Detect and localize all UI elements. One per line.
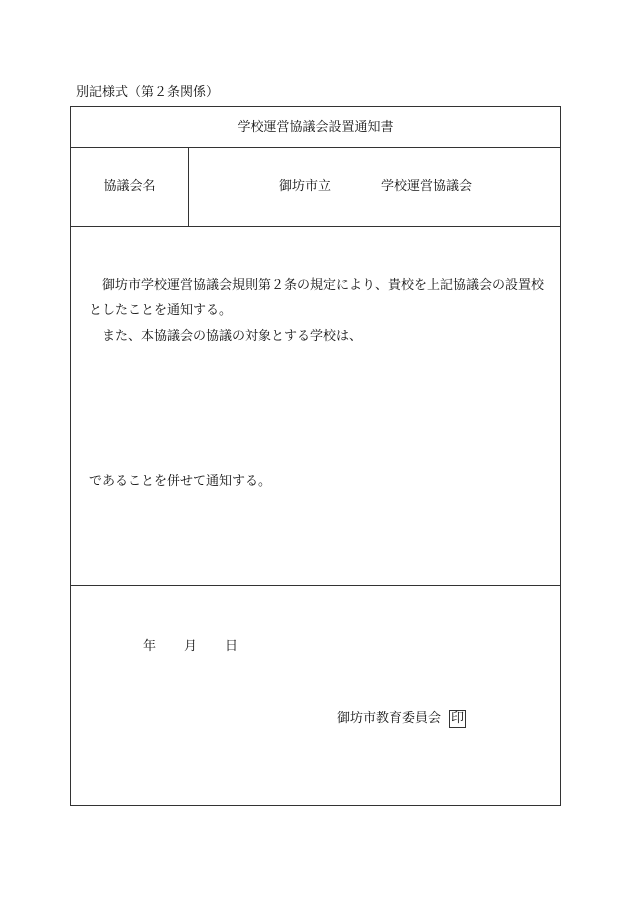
body-line-2: としたことを通知する。 <box>89 303 233 318</box>
name-column-divider <box>188 147 189 226</box>
issuer-line <box>337 710 466 728</box>
date-month: 月 <box>184 639 198 654</box>
seal-mark: 印 <box>451 711 465 726</box>
body-line-1: 御坊市学校運営協議会規則第２条の規定により、貴校を上記協議会の設置校 <box>102 278 545 293</box>
title-divider <box>71 147 560 148</box>
body-line-3: また、本協議会の協議の対象とする学校は、 <box>102 329 363 344</box>
body-line-4: であることを併せて通知する。 <box>89 474 272 489</box>
document-title: 学校運営協議会設置通知書 <box>237 120 394 135</box>
date-year: 年 <box>143 639 157 654</box>
council-name-label: 協議会名 <box>103 179 156 194</box>
issuer-name: 御坊市教育委員会 <box>337 711 442 726</box>
council-name-value <box>279 179 472 195</box>
date-line <box>143 639 238 655</box>
name-row-divider <box>71 226 560 227</box>
notification-form <box>70 106 561 806</box>
council-city-prefix: 御坊市立 <box>279 179 332 194</box>
body-divider <box>71 585 560 586</box>
date-day: 日 <box>225 639 239 654</box>
form-label: 別記様式（第２条関係） <box>76 85 220 100</box>
council-name-suffix: 学校運営協議会 <box>381 179 473 194</box>
